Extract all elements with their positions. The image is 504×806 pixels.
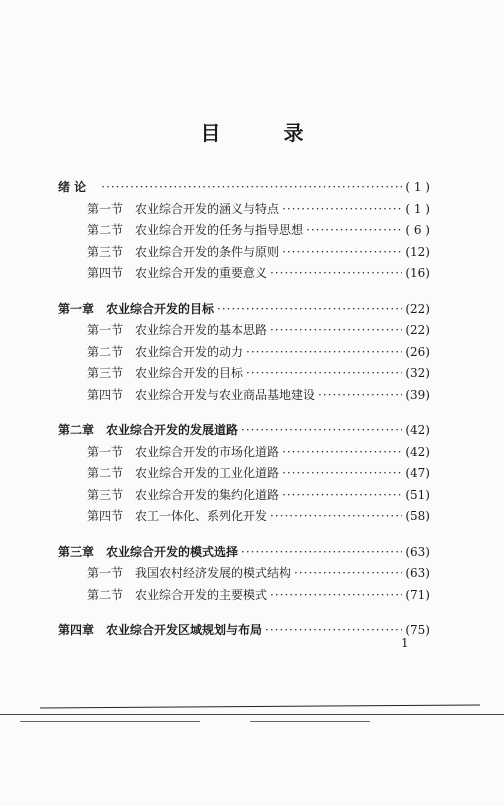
toc-entry-page: (22) xyxy=(405,323,430,337)
toc-entry-title: 农业综合开发的市场化道路 xyxy=(135,444,280,459)
toc-spacer xyxy=(58,407,430,421)
toc-leader-dots xyxy=(270,266,402,280)
toc-section-entry xyxy=(58,200,430,222)
toc-entry-title: 农业综合开发的重要意义 xyxy=(135,266,268,280)
toc-chapter-entry xyxy=(58,543,430,565)
toc-leader-dots xyxy=(270,509,402,523)
toc-entry-number: 第一节 xyxy=(87,323,124,337)
toc-entry-page: (32) xyxy=(405,366,430,380)
toc-leader-dots xyxy=(282,466,402,480)
toc-entry-page: (47) xyxy=(405,466,430,480)
toc-entry-page: ( 1 ) xyxy=(405,201,430,216)
toc-entry-title: 农业综合开发的涵义与特点 xyxy=(135,201,280,216)
toc-section-entry xyxy=(58,221,430,243)
toc-leader-dots xyxy=(306,223,402,237)
toc-leader-dots xyxy=(282,488,402,502)
toc-entry-number: 第二节 xyxy=(87,344,124,359)
toc-entry-page: (58) xyxy=(405,509,430,523)
toc-entry-number: 第四节 xyxy=(87,387,124,402)
toc-chapter-entry xyxy=(58,178,430,200)
toc-section-entry xyxy=(58,364,430,386)
toc-section-entry xyxy=(58,564,430,586)
toc-entry-page: (51) xyxy=(405,487,430,502)
toc-leader-dots xyxy=(101,180,402,194)
toc-entry-page: (71) xyxy=(405,587,430,602)
toc-entry-title: 农业综合开发的目标 xyxy=(135,366,244,380)
toc-spacer xyxy=(58,607,430,621)
toc-entry-page: (39) xyxy=(405,387,430,402)
toc-entry-title: 农业综合开发的主要模式 xyxy=(135,587,268,602)
toc-entry-title: 我国农村经济发展的模式结构 xyxy=(135,566,292,580)
toc-entry-page: (26) xyxy=(405,344,430,359)
toc-entry-number: 第二节 xyxy=(87,587,124,602)
table-of-contents xyxy=(58,178,430,643)
toc-entry-page: (12) xyxy=(405,244,430,259)
toc-entry-page: (42) xyxy=(405,444,430,459)
toc-section-entry xyxy=(58,464,430,486)
toc-leader-dots xyxy=(241,423,402,437)
toc-entry-number: 绪 论 xyxy=(58,180,87,194)
toc-entry-title: 农业综合开发的工业化道路 xyxy=(135,466,280,480)
scan-edge-line xyxy=(250,721,370,722)
toc-leader-dots xyxy=(282,245,402,259)
toc-entry-title: 农业综合开发的任务与指导思想 xyxy=(135,223,304,237)
toc-entry-title: 农业综合开发的基本思路 xyxy=(135,323,268,337)
toc-entry-page: (42) xyxy=(405,423,430,437)
toc-section-entry xyxy=(58,586,430,608)
toc-chapter-entry xyxy=(58,300,430,322)
toc-entry-page: ( 6 ) xyxy=(405,223,430,237)
toc-leader-dots xyxy=(217,302,402,316)
toc-leader-dots xyxy=(241,545,402,559)
toc-leader-dots xyxy=(282,445,402,459)
scan-edge-line xyxy=(20,721,200,722)
toc-entry-title: 农业综合开发的动力 xyxy=(135,344,244,359)
toc-entry-number: 第一节 xyxy=(87,444,124,459)
toc-leader-dots xyxy=(270,323,402,337)
toc-spacer xyxy=(58,529,430,543)
toc-leader-dots xyxy=(294,566,402,580)
toc-entry-number: 第四章 xyxy=(58,623,95,637)
toc-leader-dots xyxy=(246,345,402,359)
toc-entry-number: 第二章 xyxy=(58,423,95,437)
toc-section-entry xyxy=(58,443,430,465)
toc-entry-number: 第二节 xyxy=(87,466,124,480)
toc-entry-number: 第三节 xyxy=(87,244,124,259)
toc-section-entry xyxy=(58,386,430,408)
page-title: 目 录 xyxy=(200,121,332,145)
scan-edge-line xyxy=(40,704,480,708)
toc-entry-page: (63) xyxy=(405,544,430,559)
toc-entry-title: 农业综合开发区域规划与布局 xyxy=(106,623,263,637)
toc-entry-number: 第四节 xyxy=(87,509,124,523)
toc-section-entry xyxy=(58,243,430,265)
toc-entry-number: 第三节 xyxy=(87,366,124,380)
toc-section-entry xyxy=(58,264,430,286)
toc-entry-page: (75) xyxy=(405,623,430,637)
toc-chapter-entry xyxy=(58,421,430,443)
toc-entry-page: (22) xyxy=(405,301,430,316)
toc-entry-title: 农业综合开发的模式选择 xyxy=(106,544,239,559)
toc-entry-number: 第三节 xyxy=(87,487,124,502)
toc-entry-title: 农工一体化、系列化开发 xyxy=(135,509,268,523)
toc-entry-title: 农业综合开发的发展道路 xyxy=(106,423,239,437)
toc-section-entry xyxy=(58,343,430,365)
toc-entry-number: 第四节 xyxy=(87,266,124,280)
toc-leader-dots xyxy=(246,366,402,380)
toc-entry-page: ( 1 ) xyxy=(405,180,430,194)
toc-entry-number: 第一章 xyxy=(58,301,95,316)
toc-entry-number: 第一节 xyxy=(87,201,124,216)
toc-entry-page: (63) xyxy=(405,566,430,580)
page-number: 1 xyxy=(401,636,409,650)
toc-section-entry xyxy=(58,507,430,529)
toc-entry-number: 第一节 xyxy=(87,566,124,580)
toc-entry-number: 第二节 xyxy=(87,223,124,237)
toc-entry-title: 农业综合开发的集约化道路 xyxy=(135,487,280,502)
toc-entry-title: 农业综合开发的条件与原则 xyxy=(135,244,280,259)
toc-leader-dots xyxy=(270,588,402,602)
toc-entry-title: 农业综合开发的目标 xyxy=(106,301,215,316)
toc-leader-dots xyxy=(318,388,402,402)
toc-section-entry xyxy=(58,486,430,508)
toc-chapter-entry xyxy=(58,621,430,643)
toc-leader-dots xyxy=(282,202,402,216)
toc-leader-dots xyxy=(265,623,402,637)
scan-edge-line xyxy=(0,714,504,715)
toc-entry-title: 农业综合开发与农业商品基地建设 xyxy=(135,387,316,402)
toc-entry-number: 第三章 xyxy=(58,544,95,559)
toc-entry-page: (16) xyxy=(405,266,430,280)
toc-section-entry xyxy=(58,321,430,343)
toc-spacer xyxy=(58,286,430,300)
